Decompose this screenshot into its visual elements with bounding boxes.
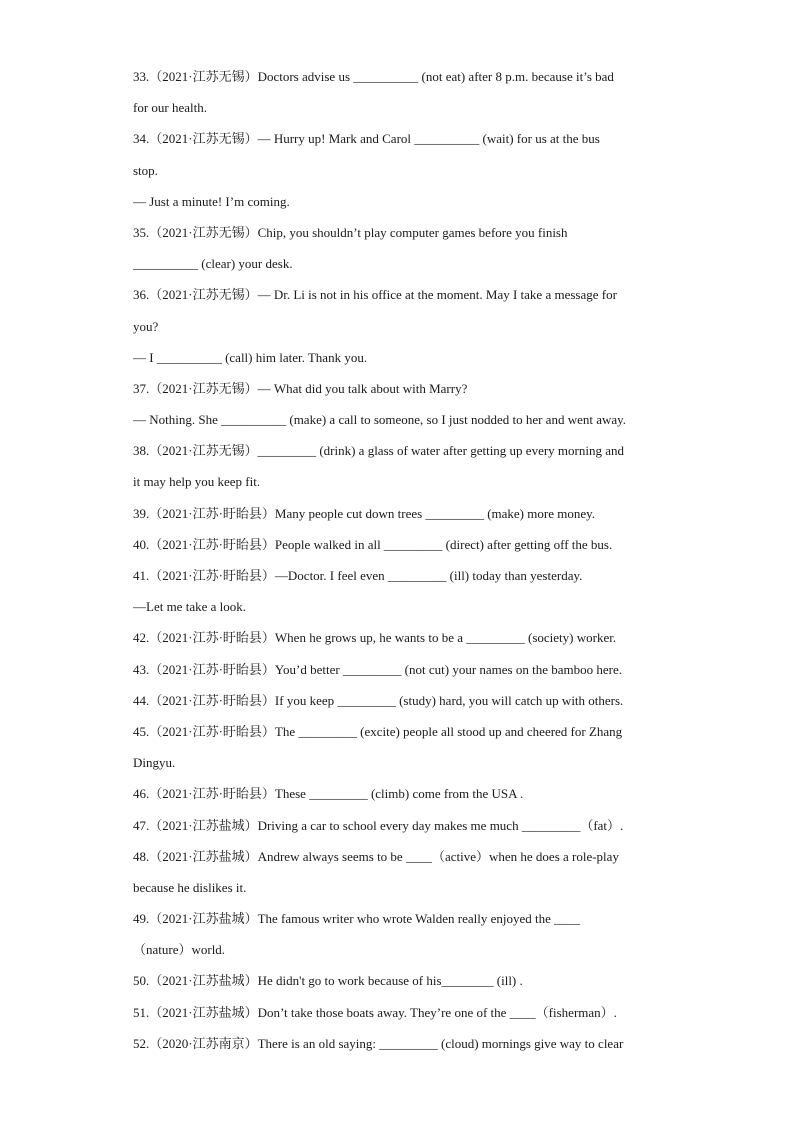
text-line: 45.（2021·江苏·盱眙县）The _________ (excite) people all stood up and cheered for Zhang (133, 723, 623, 739)
text-line: you? (133, 318, 159, 334)
text-line: 36.（2021·江苏无锡）— Dr. Li is not in his office at the moment. May I take a message for (133, 287, 617, 303)
text-line: 42.（2021·江苏·盱眙县）When he grows up, he wants to be a _________ (society) worker. (133, 630, 617, 646)
text-line: 44.（2021·江苏·盱眙县）If you keep _________ (study) hard, you will catch up with others. (133, 692, 624, 708)
text-line: it may help you keep fit. (133, 474, 261, 490)
text-line: — Just a minute! I’m coming. (133, 193, 290, 209)
text-line: 49.（2021·江苏盐城）The famous writer who wrote Walden really enjoyed the ____ (133, 911, 581, 927)
text-line: 40.（2021·江苏·盱眙县）People walked in all _________ (direct) after getting off the bus. (133, 536, 613, 552)
text-line: __________ (clear) your desk. (133, 256, 293, 272)
text-line: Dingyu. (133, 755, 176, 771)
text-line: 37.（2021·江苏无锡）— What did you talk about with Marry? (133, 380, 468, 396)
text-line: because he dislikes it. (133, 879, 247, 895)
text-line: 34.（2021·江苏无锡）— Hurry up! Mark and Carol __________ (wait) for us at the bus (133, 131, 600, 147)
text-line: 48.（2021·江苏盐城）Andrew always seems to be ____（active）when he does a role-play (133, 848, 619, 864)
text-line: — Nothing. She __________ (make) a call to someone, so I just nodded to her and went away. (133, 412, 627, 428)
text-line: 33.（2021·江苏无锡）Doctors advise us __________ (not eat) after 8 p.m. because it’s bad (133, 69, 614, 84)
text-line: for our health. (133, 100, 208, 116)
text-line: （nature）world. (133, 942, 226, 958)
text-line: 46.（2021·江苏·盱眙县）These _________ (climb) come from the USA . (133, 786, 524, 802)
text-line: 35.（2021·江苏无锡）Chip, you shouldn’t play computer games before you finish (133, 224, 568, 240)
text-line: 43.（2021·江苏·盱眙县）You’d better _________ (not cut) your names on the bamboo here. (133, 661, 622, 677)
text-line: 52.（2020·江苏南京）There is an old saying: _________ (cloud) mornings give way to clear (133, 1035, 624, 1051)
text-line: 39.（2021·江苏·盱眙县）Many people cut down trees _________ (make) more money. (133, 505, 596, 521)
text-line: 41.（2021·江苏·盱眙县）—Doctor. I feel even _________ (ill) today than yesterday. (133, 568, 583, 583)
text-line: 38.（2021·江苏无锡）_________ (drink) a glass of water after getting up every morning and (133, 443, 625, 459)
text-line: —Let me take a look. (133, 599, 246, 615)
text-line: 51.（2021·江苏盐城）Don’t take those boats away. They’re one of the ____（fisherman）. (133, 1004, 617, 1020)
text-line: stop. (133, 162, 158, 178)
text-line: — I __________ (call) him later. Thank you. (133, 349, 368, 365)
text-line: 47.（2021·江苏盐城）Driving a car to school every day makes me much _________（fat）. (133, 817, 624, 833)
document-page (133, 61, 665, 1059)
text-line: 50.（2021·江苏盐城）He didn't go to work because of his________ (ill) . (133, 973, 523, 989)
